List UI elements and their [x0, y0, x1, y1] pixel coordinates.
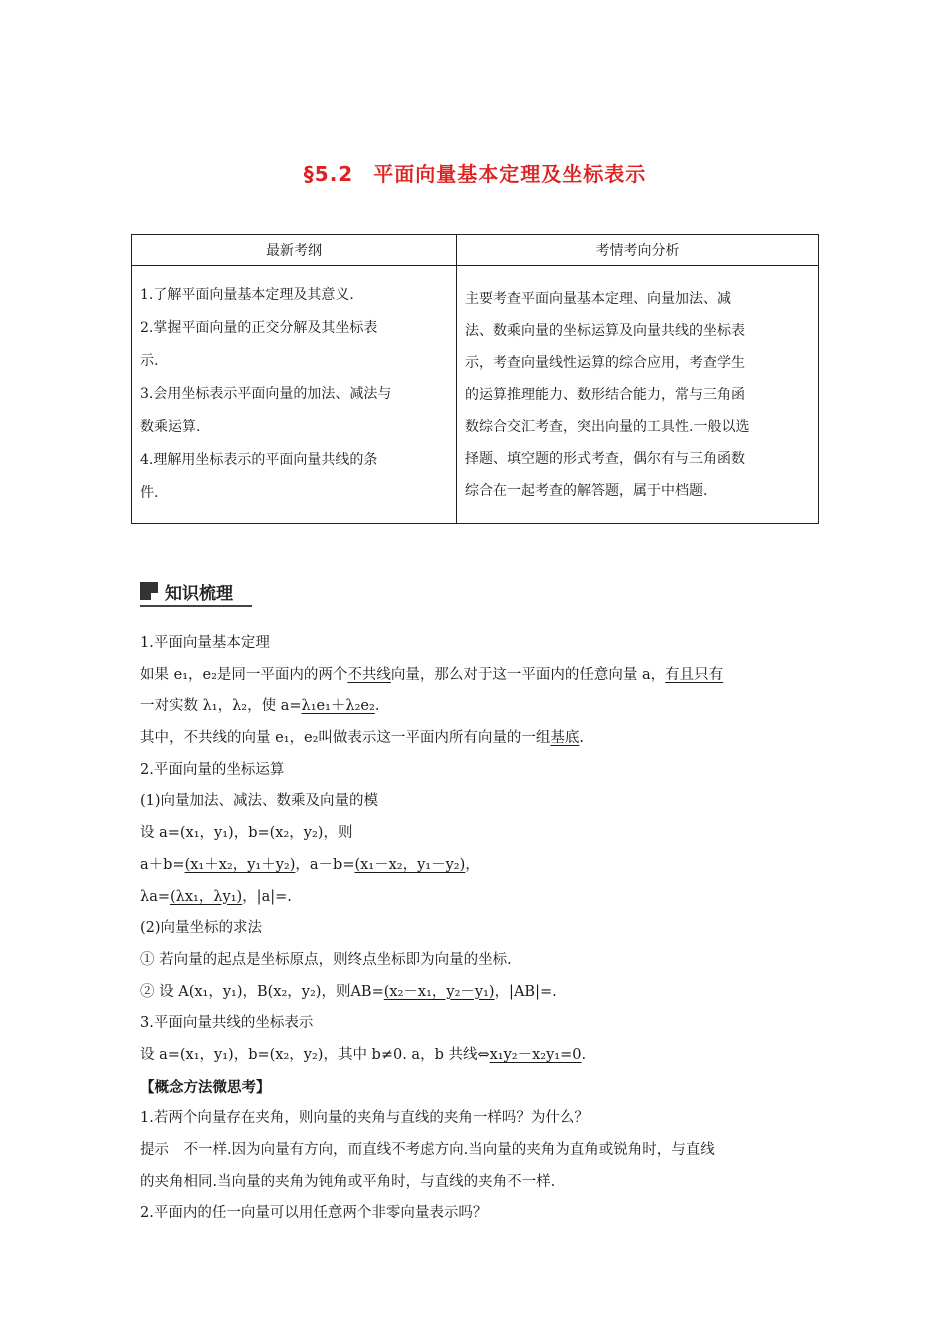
table-line: 主要考查平面向量基本定理、向量加法、减: [465, 290, 731, 307]
table-line: 示.: [140, 353, 159, 369]
table-line: 4.理解用坐标表示的平面向量共线的条: [140, 452, 378, 468]
table-line: 综合在一起考查的解答题，属于中档题.: [465, 482, 708, 499]
text-run: ，: [465, 856, 480, 873]
title-text: 平面向量基本定理及坐标表示: [373, 162, 647, 186]
table-body-row: [132, 266, 819, 524]
text-run: .: [581, 1046, 587, 1063]
page-title: [0, 158, 950, 187]
underlined-answer: (x₁＋x₂，y₁＋y₂): [184, 856, 296, 873]
underlined-answer: 不共线: [347, 666, 391, 683]
section-marker-icon: [140, 582, 158, 600]
text-run: .: [579, 730, 585, 747]
section-heading-text: 知识梳理: [165, 584, 233, 604]
text-run: 3.平面向量共线的坐标表示: [140, 1015, 314, 1032]
content-line: [140, 882, 820, 914]
content-line: [140, 850, 820, 882]
text-run: 其中，不共线的向量 e₁，e₂叫做表示这一平面内所有向量的一组: [140, 730, 551, 747]
table-line: 数综合交汇考查，突出向量的工具性.一般以选: [465, 418, 750, 435]
content-line: [140, 755, 820, 787]
content-line: [140, 723, 820, 755]
text-run: ，a－b=: [295, 856, 355, 873]
table-line: 择题、填空题的形式考查，偶尔有与三角函数: [465, 450, 745, 467]
text-run: 2.平面向量的坐标运算: [140, 761, 285, 778]
text-run: 向量，那么对于这一平面内的任意向量 a，: [390, 666, 666, 683]
text-run: 如果 e₁，e₂是同一平面内的两个: [140, 666, 348, 683]
text-run: a＋b=: [140, 856, 185, 873]
content-line: [140, 1167, 820, 1199]
table-line: 数乘运算.: [140, 419, 201, 435]
text-run: 设 a=(x₁，y₁)，b=(x₂，y₂)，其中 b≠0. a，b 共线⇔: [140, 1046, 490, 1063]
content-line: [140, 786, 820, 818]
content-line: [140, 1135, 820, 1167]
text-run: ，|AB|=.: [494, 983, 557, 1000]
underlined-answer: 有且只有: [665, 666, 724, 683]
text-run: 一对实数 λ₁，λ₂，使 a=: [140, 698, 302, 715]
content-line: [140, 1072, 820, 1104]
content-line: [140, 628, 820, 660]
section-heading: [140, 577, 252, 607]
underlined-answer: (x₁－x₂，y₁－y₂): [354, 856, 466, 873]
content-line: [140, 1103, 820, 1135]
text-run: 1.平面向量基本定理: [140, 635, 270, 651]
syllabus-cell: [132, 266, 457, 524]
text-run: 设 a=(x₁，y₁)，b=(x₂，y₂)，则: [140, 825, 353, 842]
header-syllabus: 最新考纲: [132, 235, 457, 266]
underlined-answer: x₁y₂－x₂y₁=0: [489, 1046, 582, 1063]
text-run: 1.若两个向量存在夹角，则向量的夹角与直线的夹角一样吗？为什么？: [140, 1110, 589, 1127]
section-number: §5.2: [303, 162, 354, 186]
analysis-cell: [457, 266, 819, 524]
underlined-answer: λ₁e₁＋λ₂e₂: [301, 698, 375, 715]
text-run: ① 若向量的起点是坐标原点，则终点坐标即为向量的坐标.: [140, 951, 512, 968]
table-line: 的运算推理能力、数形结合能力，常与三角函: [465, 386, 745, 403]
table-line: 2.掌握平面向量的正交分解及其坐标表: [140, 320, 378, 336]
text-run: 提示 不一样.因为向量有方向，而直线不考虑方向.当向量的夹角为直角或锐角时，与直线: [140, 1142, 715, 1158]
text-run: 2.平面内的任一向量可以用任意两个非零向量表示吗？: [140, 1205, 488, 1222]
text-run: (2)向量坐标的求法: [140, 920, 263, 937]
content-line: [140, 913, 820, 945]
table-line: 法、数乘向量的坐标运算及向量共线的坐标表: [465, 322, 745, 339]
table-header-row: [132, 235, 819, 266]
text-run: ② 设 A(x₁，y₁)，B(x₂，y₂)，则AB=: [140, 983, 384, 1000]
text-run: (1)向量加法、减法、数乘及向量的模: [140, 793, 379, 810]
header-analysis: 考情考向分析: [457, 235, 819, 266]
text-run: 的夹角相同.当向量的夹角为钝角或平角时，与直线的夹角不一样.: [140, 1173, 556, 1190]
knowledge-content: [140, 628, 820, 1230]
text-run: ，|a|=.: [242, 888, 292, 905]
underlined-answer: 基底: [550, 730, 580, 747]
overview-table: [131, 234, 819, 524]
table-line: 件.: [140, 485, 159, 501]
text-run: λa=: [140, 888, 170, 905]
text-run: .: [374, 698, 380, 715]
content-line: [140, 691, 820, 723]
content-line: [140, 1008, 820, 1040]
content-line: [140, 1198, 820, 1230]
content-line: [140, 660, 820, 692]
table-line: 1.了解平面向量基本定理及其意义.: [140, 287, 354, 303]
content-line: [140, 977, 820, 1009]
content-line: [140, 818, 820, 850]
text-run: 【概念方法微思考】: [140, 1078, 271, 1096]
content-line: [140, 1040, 820, 1072]
underlined-answer: (x₂－x₁，y₂－y₁): [383, 983, 495, 1000]
table-line: 示，考查向量线性运算的综合应用，考查学生: [465, 354, 745, 371]
content-line: [140, 945, 820, 977]
underlined-answer: (λx₁，λy₁): [169, 888, 243, 905]
table-line: 3.会用坐标表示平面向量的加法、减法与: [140, 386, 392, 402]
